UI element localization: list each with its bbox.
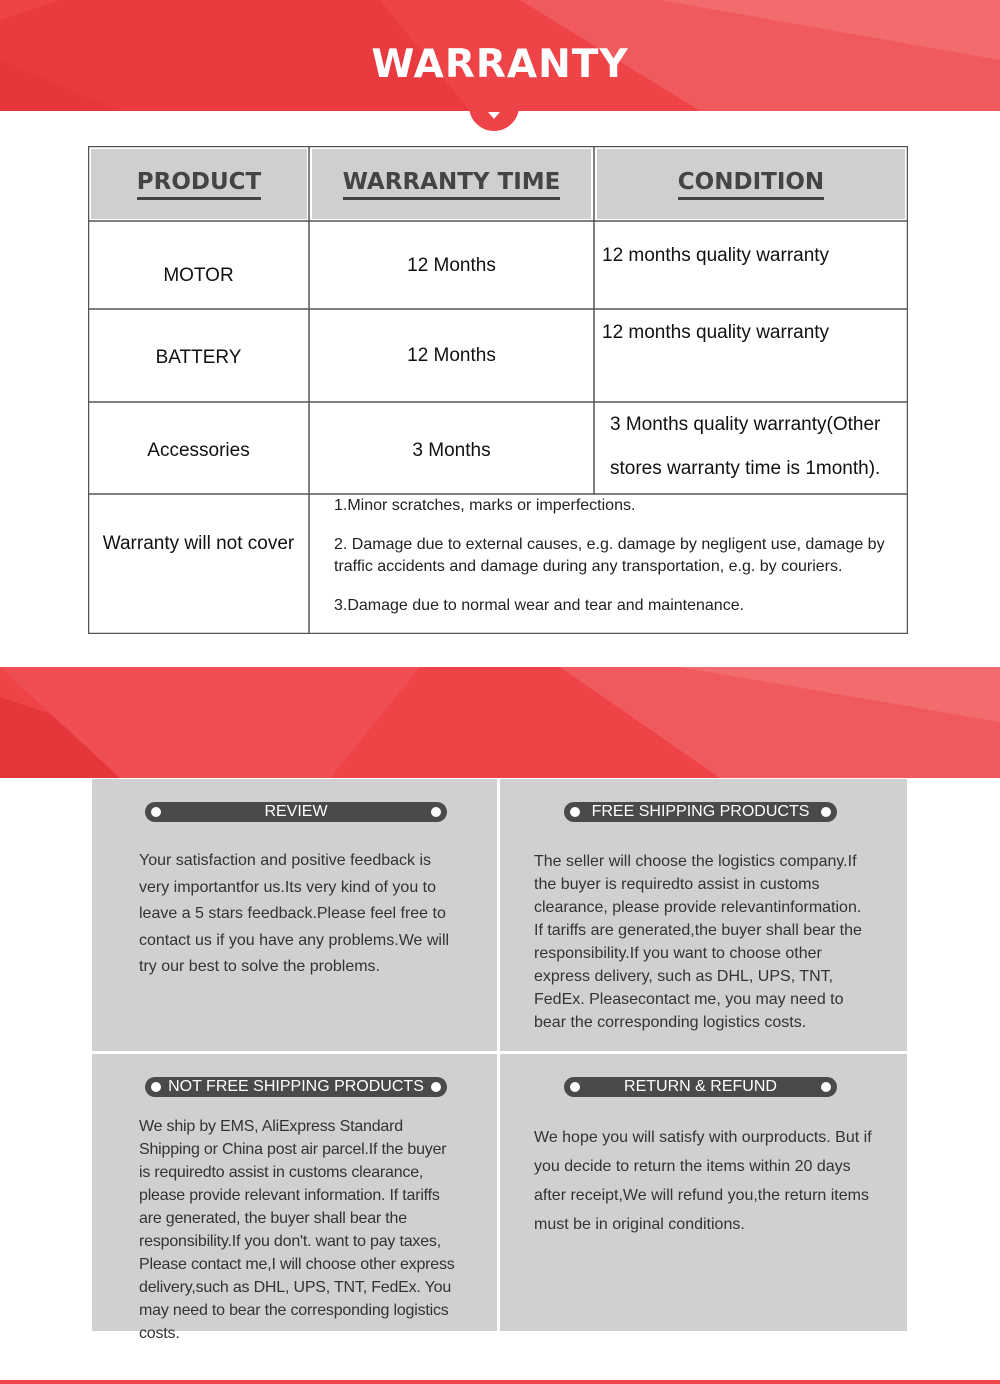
dot-icon bbox=[570, 1082, 580, 1092]
not-free-shipping-title: NOT FREE SHIPPING PRODUCTS bbox=[168, 1078, 424, 1095]
panel-review bbox=[92, 779, 497, 1051]
dot-icon bbox=[431, 807, 441, 817]
header-condition: CONDITION bbox=[597, 149, 905, 219]
row-battery-condition: 12 months quality warranty bbox=[602, 322, 830, 343]
row-accessories-condition-line1: 3 Months quality warranty(Other bbox=[610, 414, 881, 435]
return-refund-title: RETURN & REFUND bbox=[624, 1078, 777, 1095]
not-cover-item-3: 3.Damage due to normal wear and tear and maintenance. bbox=[334, 597, 745, 614]
warranty-table bbox=[88, 146, 908, 634]
return-refund-text: We hope you will satisfy with ourproducts. But if you decide to return the items within 20 days after receipt,We will refund you,the return items must be in original conditions. bbox=[534, 1129, 872, 1233]
free-shipping-title-pill bbox=[564, 802, 837, 822]
footer-divider bbox=[0, 1380, 1000, 1384]
row-battery-time: 12 Months bbox=[407, 345, 496, 366]
chevron-down-icon bbox=[469, 96, 519, 132]
row-motor-time: 12 Months bbox=[407, 255, 496, 276]
row-accessories-condition-line2: stores warranty time is 1month). bbox=[610, 458, 881, 479]
return-refund-title-pill bbox=[564, 1077, 837, 1097]
not-free-shipping-title-pill bbox=[145, 1077, 447, 1097]
header-warranty-time: WARRANTY TIME bbox=[312, 149, 591, 219]
dot-icon bbox=[151, 1082, 161, 1092]
not-cover-label: Warranty will not cover bbox=[102, 533, 295, 554]
row-accessories-time: 3 Months bbox=[412, 440, 491, 461]
review-title: REVIEW bbox=[264, 803, 328, 820]
dot-icon bbox=[821, 807, 831, 817]
review-title-pill bbox=[145, 802, 447, 822]
panel-return-refund bbox=[500, 1054, 907, 1331]
dot-icon bbox=[570, 807, 580, 817]
not-free-shipping-text: We ship by EMS, AliExpress Standard Shipping or China post air parcel.If the buyer is requiredto assist in customs clearance, please provide relevant information. If tariffs are generated, the buyer shall bear the responsibility.If you don't. want to pay taxes, Please contact me,I will choose other express delivery,such as DHL, UPS, TNT, FedEx. You may need to bear the corresponding logistics costs. bbox=[139, 1118, 455, 1342]
row-motor-product: MOTOR bbox=[163, 265, 234, 286]
free-shipping-title: FREE SHIPPING PRODUCTS bbox=[591, 803, 810, 820]
dot-icon bbox=[821, 1082, 831, 1092]
top-banner bbox=[0, 0, 1000, 111]
panel-free-shipping bbox=[500, 779, 907, 1051]
panel-not-free-shipping bbox=[92, 1054, 497, 1342]
review-text: Your satisfaction and positive feedback is very importantfor us.Its very kind of you to leave a 5 stars feedback.Please feel free to contact us if you have any problems.We will try our best to solve the problems. bbox=[139, 852, 450, 975]
free-shipping-text: The seller will choose the logistics company.If the buyer is requiredto assist in customs clearance, please provide relevantinformation. If tariffs are generated,the buyer shall bear the responsibility.If you want to choose other express delivery, such as DHL, UPS, TNT, FedEx. Pleasecontact me, you may need to bear the corresponding logistics costs. bbox=[534, 853, 862, 1031]
dot-icon bbox=[151, 807, 161, 817]
banner-decoration bbox=[0, 667, 1000, 778]
row-accessories-product: Accessories bbox=[147, 440, 250, 461]
middle-banner bbox=[0, 667, 1000, 778]
row-battery-product: BATTERY bbox=[155, 347, 242, 368]
row-motor-condition: 12 months quality warranty bbox=[602, 245, 830, 266]
page-title: WARRANTY bbox=[371, 42, 629, 87]
not-cover-item-1: 1.Minor scratches, marks or imperfections. bbox=[334, 497, 636, 514]
header-product: PRODUCT bbox=[91, 149, 307, 219]
not-cover-item-2: 2. Damage due to external causes, e.g. damage by negligent use, damage by traffic accidents and damage during any transportation, e.g. by couriers. bbox=[334, 536, 885, 575]
dot-icon bbox=[431, 1082, 441, 1092]
